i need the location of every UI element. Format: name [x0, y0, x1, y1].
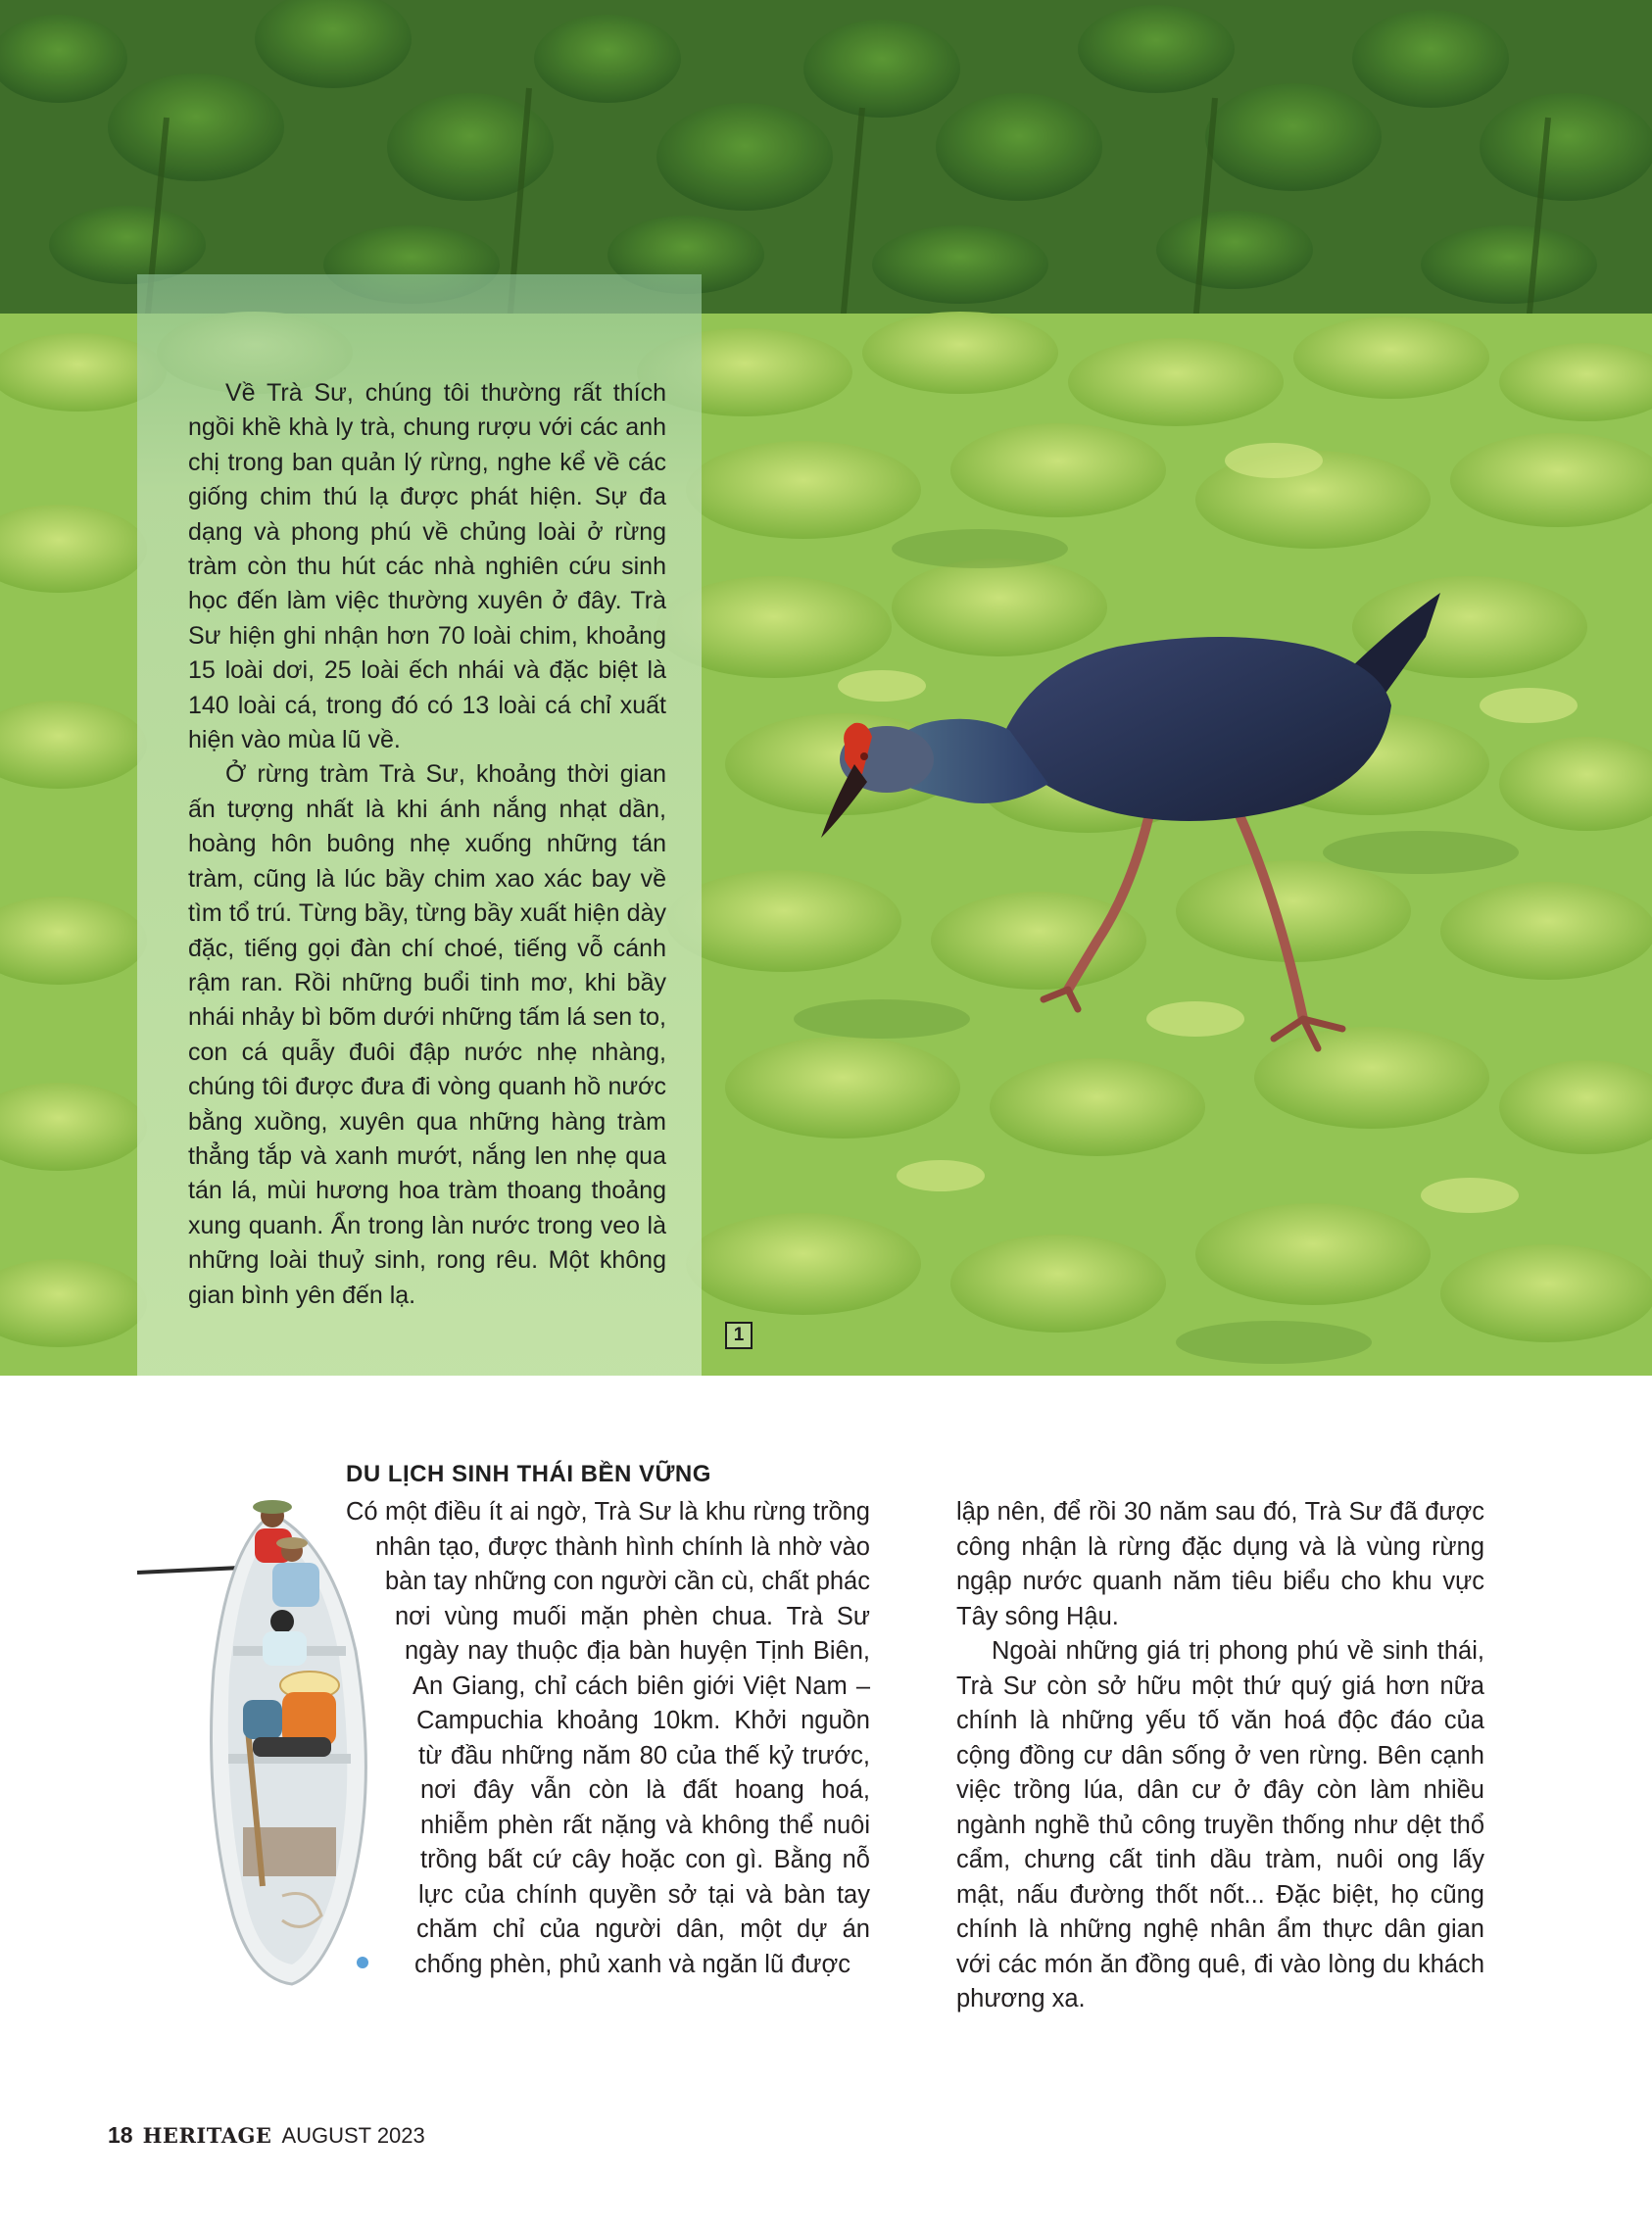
section-heading: DU LỊCH SINH THÁI BỀN VỮNG: [346, 1461, 711, 1487]
overlay-text: [188, 376, 666, 1313]
photo-number-badge: 1: [725, 1322, 753, 1349]
left-column-text: [346, 1495, 870, 1982]
overlay-paragraph-2: Ở rừng tràm Trà Sư, khoảng thời gian ấn tượng nhất là khi ánh nắng nhạt dần, hoàng hôn buông nhẹ xuống những tán tràm, cũng là lúc bầy chim xao xác bay về tìm tổ trú. Từng bầy, từng bầy xuất hiện dày đặc, tiếng gọi đàn chí choé, tiếng vỗ cánh rậm ran. Rồi những buổi tinh mơ, khi bầy nhái nhảy bì bõm dưới những tấm lá sen to, con cá quẫy đuôi đập nước nhẹ nhàng, chúng tôi được đưa đi vòng quanh hồ nước bằng xuồng, xuyên qua những hàng tràm thẳng tắp và xanh mướt, nắng len nhẹ qua tán lá, mùi hương hoa tràm thoang thoảng xung quanh. Ẩn trong làn nước trong veo là những loài thuỷ sinh, rong rêu. Một không gian bình yên đến lạ.: [188, 760, 666, 1309]
magazine-brand: HERITAGE: [142, 2123, 272, 2148]
right-column-paragraph-1: lập nên, để rồi 30 năm sau đó, Trà Sư đã được công nhận là rừng đặc dụng và là vùng rừng ngập nước quanh năm tiêu biểu cho khu vực Tây sông Hậu.: [956, 1498, 1484, 1630]
article-left-column: [346, 1495, 870, 2157]
right-column-paragraph-2: Ngoài những giá trị phong phú về sinh thái, Trà Sư còn sở hữu một thứ quý giá hơn nữa chính là những yếu tố văn hoá độc đáo của cộng đồng cư dân sống ở ven rừng. Bên cạnh việc trồng lúa, dân cư ở đây còn làm nhiều ngành nghề thủ công truyền thống như dệt thổ cẩm, chưng cất tinh dầu tràm, nuôi ong lấy mật, nấu đường thốt nốt... Đặc biệt, họ cũng chính là những nghệ nhân ẩm thực dân gian với các món ăn đồng quê, đi vào lòng du khách phương xa.: [956, 1637, 1484, 2012]
page-number: 18: [108, 2122, 133, 2148]
issue-date: AUGUST 2023: [281, 2123, 425, 2148]
article-right-column: [956, 1495, 1484, 2017]
page-footer: [108, 2122, 425, 2149]
overlay-text-panel: [137, 274, 702, 1376]
overlay-paragraph-1: Về Trà Sư, chúng tôi thường rất thích ngồi khề khà ly trà, chung rượu với các anh chị trong ban quản lý rừng, nghe kể về các giống chim thú lạ được phát hiện. Sự đa dạng và phong phú về chủng loài ở rừng tràm còn thu hút các nhà nghiên cứu sinh học đến làm việc thường xuyên ở đây. Trà Sư hiện ghi nhận hơn 70 loài chim, khoảng 15 loài dơi, 25 loài ếch nhái và đặc biệt là 140 loài cá, trong đó có 13 loài cá chỉ xuất hiện vào mùa lũ về.: [188, 379, 666, 754]
left-column-paragraph: Có một điều ít ai ngờ, Trà Sư là khu rừng trồng nhân tạo, được thành hình chính là nhờ vào bàn tay những con người cần cù, chất phác nơi vùng muối mặn phèn chua. Trà Sư ngày nay thuộc địa bàn huyện Tịnh Biên, An Giang, chỉ cách biên giới Việt Nam – Campuchia khoảng 10km. Khởi nguồn từ đầu những năm 80 của thế kỷ trước, nơi đây vẫn còn là đất hoang hoá, nhiễm phèn rất nặng và không thể nuôi trồng bất cứ cây hoặc con gì. Bằng nỗ lực của chính quyền sở tại và bàn tay chăm chỉ của người dân, một dự án chống phèn, phủ xanh và ngăn lũ được: [346, 1498, 870, 1978]
